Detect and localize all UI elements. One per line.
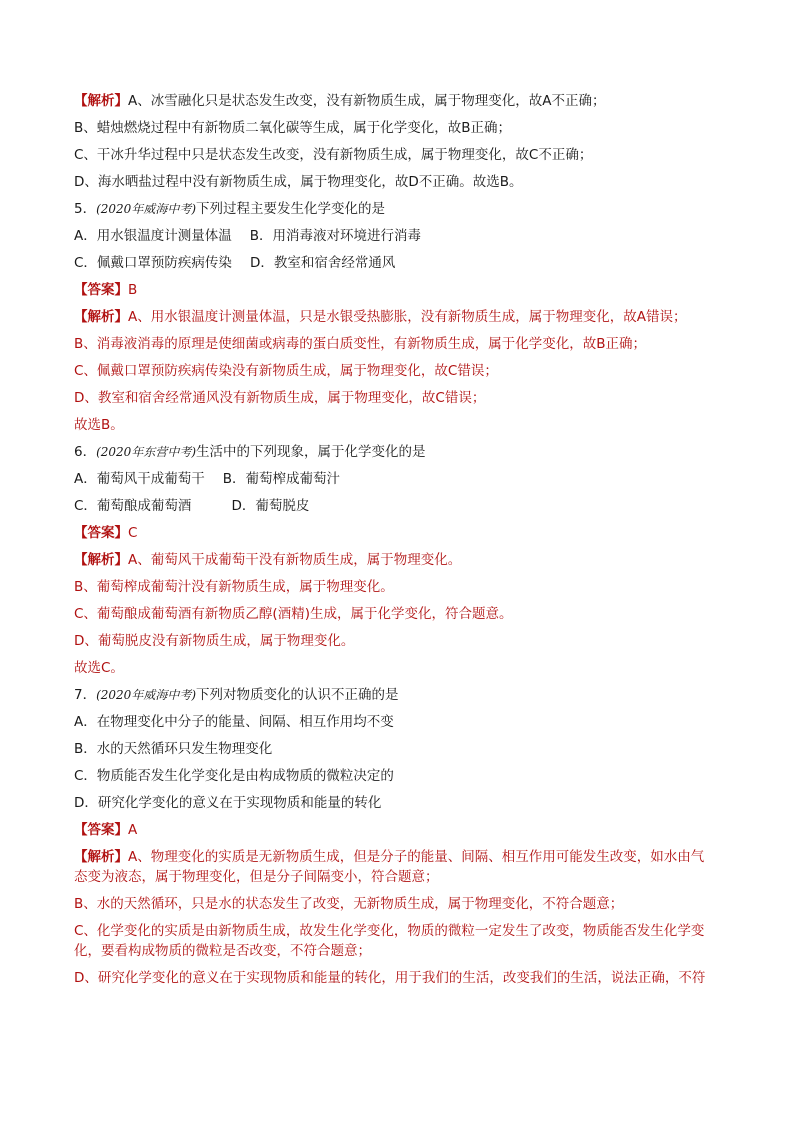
q5-options-row-2 bbox=[74, 254, 734, 281]
q7-option-c: C．物质能否发生化学变化是由构成物质的微粒决定的 bbox=[74, 768, 394, 784]
answer-value: C bbox=[128, 525, 138, 541]
question-stem: 下列过程主要发生化学变化的是 bbox=[196, 201, 385, 217]
answer-label: 【答案】 bbox=[74, 525, 128, 541]
q7-answer bbox=[74, 821, 734, 848]
q6-answer bbox=[74, 524, 734, 551]
analysis-label: 【解析】 bbox=[74, 552, 128, 568]
q6-conclusion: 故选C。 bbox=[74, 660, 124, 676]
option-b: B．葡萄榨成葡萄汁 bbox=[222, 471, 341, 487]
answer-value: B bbox=[128, 282, 138, 298]
analysis-label: 【解析】 bbox=[74, 93, 128, 109]
q7-analysis-line-a2: 态变为液态，属于物理变化，但是分子间隔变小，符合题意； bbox=[74, 869, 439, 885]
q5-answer bbox=[74, 281, 734, 308]
question-source: (2020年威海中考) bbox=[96, 202, 196, 216]
q6-analysis-line-c: C、葡萄酿成葡萄酒有新物质乙醇(酒精)生成，属于化学变化，符合题意。 bbox=[74, 606, 513, 622]
q4-analysis-line-b: B、蜡烛燃烧过程中有新物质二氧化碳等生成，属于化学变化，故B正确； bbox=[74, 120, 512, 136]
q4-analysis-line-d: D、海水晒盐过程中没有新物质生成，属于物理变化，故D不正确。故选B。 bbox=[74, 174, 523, 190]
q5-stem bbox=[74, 200, 734, 227]
question-number: 7． bbox=[74, 687, 97, 703]
q4-analysis-line-a bbox=[74, 92, 734, 119]
q5-options-row-1 bbox=[74, 227, 734, 254]
document-page bbox=[74, 92, 734, 996]
q7-analysis-line-b: B、水的天然循环，只是水的状态发生了改变，无新物质生成，属于物理变化，不符合题意； bbox=[74, 896, 624, 912]
question-number: 6． bbox=[74, 444, 97, 460]
answer-label: 【答案】 bbox=[74, 282, 128, 298]
q6-analysis-line-a bbox=[74, 551, 734, 578]
option-a: A．用水银温度计测量体温 bbox=[74, 228, 232, 244]
q5-analysis-line-c: C、佩戴口罩预防疾病传染没有新物质生成，属于物理变化，故C错误； bbox=[74, 363, 498, 379]
q7-analysis-line-a1 bbox=[74, 848, 734, 868]
q7-analysis-line-d: D、研究化学变化的意义在于实现物质和能量的转化，用于我们的生活，改变我们的生活，说法正确，不符 bbox=[74, 970, 706, 986]
question-number: 5． bbox=[74, 201, 97, 217]
q5-analysis-line-a bbox=[74, 308, 734, 335]
q7-option-a: A．在物理变化中分子的能量、间隔、相互作用均不变 bbox=[74, 714, 394, 730]
option-a: A．葡萄风干成葡萄干 bbox=[74, 471, 205, 487]
analysis-text: A、物理变化的实质是无新物质生成，但是分子的能量、间隔、相互作用可能发生改变，如水由气 bbox=[128, 849, 705, 865]
answer-value: A bbox=[128, 822, 138, 838]
question-stem: 下列对物质变化的认识不正确的是 bbox=[196, 687, 399, 703]
q7-option-b: B．水的天然循环只发生物理变化 bbox=[74, 741, 273, 757]
question-stem: 生活中的下列现象，属于化学变化的是 bbox=[196, 444, 426, 460]
question-source: (2020年威海中考) bbox=[96, 688, 196, 702]
q6-stem bbox=[74, 443, 734, 470]
q7-analysis-line-c2: 化，要看构成物质的微粒是否改变，不符合题意； bbox=[74, 943, 371, 959]
q6-options-row-2 bbox=[74, 497, 734, 524]
analysis-label: 【解析】 bbox=[74, 849, 128, 865]
analysis-text: A、冰雪融化只是状态发生改变，没有新物质生成，属于物理变化，故A不正确； bbox=[128, 93, 606, 109]
q7-option-d: D．研究化学变化的意义在于实现物质和能量的转化 bbox=[74, 795, 382, 811]
option-d: D．教室和宿舍经常通风 bbox=[249, 255, 396, 271]
option-c: C．佩戴口罩预防疾病传染 bbox=[74, 255, 232, 271]
option-c: C．葡萄酿成葡萄酒 bbox=[74, 498, 192, 514]
q5-conclusion: 故选B。 bbox=[74, 417, 124, 433]
q6-analysis-line-b: B、葡萄榨成葡萄汁没有新物质生成，属于物理变化。 bbox=[74, 579, 394, 595]
q4-analysis-line-c: C、干冰升华过程中只是状态发生改变，没有新物质生成，属于物理变化，故C不正确； bbox=[74, 147, 593, 163]
q6-analysis-line-d: D、葡萄脱皮没有新物质生成，属于物理变化。 bbox=[74, 633, 355, 649]
q7-analysis-line-c1: C、化学变化的实质是由新物质生成，故发生化学变化，物质的微粒一定发生了改变，物质能否发生化学变 bbox=[74, 923, 705, 939]
q5-analysis-line-d: D、教室和宿舍经常通风没有新物质生成，属于物理变化，故C错误； bbox=[74, 390, 486, 406]
option-b: B．用消毒液对环境进行消毒 bbox=[249, 228, 422, 244]
analysis-text: A、用水银温度计测量体温，只是水银受热膨胀，没有新物质生成，属于物理变化，故A错误； bbox=[128, 309, 687, 325]
analysis-text: A、葡萄风干成葡萄干没有新物质生成，属于物理变化。 bbox=[128, 552, 462, 568]
q5-analysis-line-b: B、消毒液消毒的原理是使细菌或病毒的蛋白质变性，有新物质生成，属于化学变化，故B正确； bbox=[74, 336, 647, 352]
answer-label: 【答案】 bbox=[74, 822, 128, 838]
option-d: D．葡萄脱皮 bbox=[231, 498, 310, 514]
q6-options-row-1 bbox=[74, 470, 734, 497]
analysis-label: 【解析】 bbox=[74, 309, 128, 325]
q7-stem bbox=[74, 686, 734, 713]
question-source: (2020年东营中考) bbox=[96, 445, 196, 459]
